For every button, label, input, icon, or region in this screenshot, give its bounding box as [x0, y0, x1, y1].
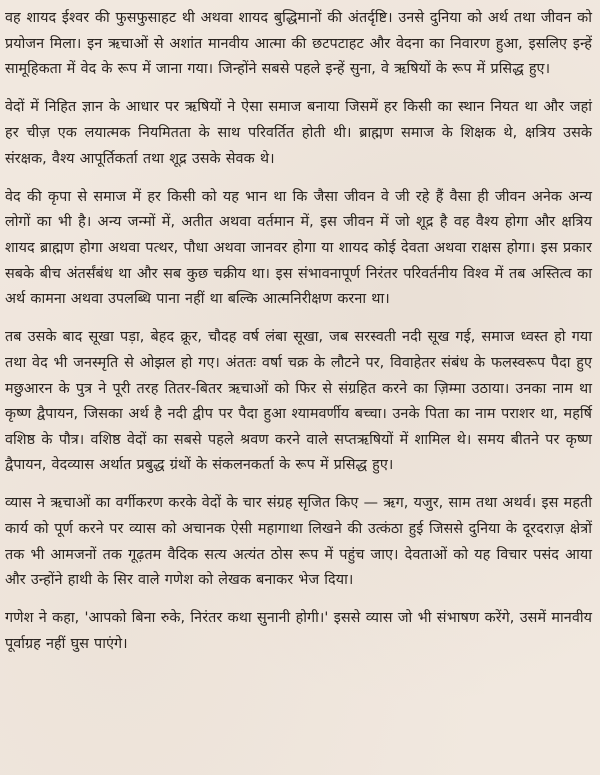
paragraph-4: तब उसके बाद सूखा पड़ा, बेहद क्रूर, चौदह वर्ष लंबा सूखा, जब सरस्वती नदी सूख गई, समाज ध्वस्त हो गया तथा वेद भी जनस्मृति से ओझल हो गए। अंततः वर्षा चक्र के लौटने पर, विवाहेतर संबंध के फलस्वरूप पैदा हुए मछुआरन के पुत्र ने पूरी तरह तितर-बितर ऋचाओं को फिर से संग्रहित करने का ज़िम्मा उठाया। उनका नाम था कृष्ण द्वैपायन, जिसका अर्थ है नदी द्वीप पर पैदा हुआ श्यामवर्णीय बच्चा। उनके पिता का नाम पराशर था, महर्षि वशिष्ठ के पौत्र। वशिष्ठ वेदों का सबसे पहले श्रवण करने वाले सप्तऋषियों में शामिल थे। समय बीतने पर कृष्ण द्वैपायन, वेदव्यास अर्थात प्रबुद्ध ग्रंथों के संकलनकर्ता के रूप में प्रसिद्ध हुए।: [5, 329, 592, 474]
paragraph-3: वेद की कृपा से समाज में हर किसी को यह भान था कि जैसा जीवन वे जी रहे हैं वैसा ही जीवन अनेक अन्य लोगों का भी है। अन्य जन्मों में, अतीत अथवा वर्तमान में, इस जीवन में जो शूद्र है वह वैश्य होगा और क्षत्रिय शायद ब्राह्मण होगा अथवा पत्थर, पौधा अथवा जानवर होगा या शायद कोई देवता अथवा राक्षस होगा। इस प्रकार सबके बीच अंतर्संबंध था और सब कुछ चक्रीय था। इस संभावनापूर्ण निरंतर परिवर्तनीय विश्व में तब अस्तित्व का अर्थ कामना अथवा उपलब्धि पाना नहीं था बल्कि आत्मनिरीक्षण करना था।: [5, 188, 592, 308]
paragraph-6: गणेश ने कहा, 'आपको बिना रुके, निरंतर कथा सुनानी होगी।' इससे व्यास जो भी संभाषण करेंगे, उसमें मानवीय पूर्वाग्रह नहीं घुस पाएंगे।: [5, 610, 592, 653]
paragraph-1: वह शायद ईश्वर की फुसफुसाहट थी अथवा शायद बुद्धिमानों की अंतर्दृष्टि। उनसे दुनिया को अर्थ तथा जीवन को प्रयोजन मिला। इन ऋचाओं से अशांत मानवीय आत्मा की छटपटाहट और वेदना का निवारण हुआ, इसलिए इन्हें सामूहिकता में वेद के रूप में जाना गया। जिन्होंने सबसे पहले इन्हें सुना, वे ऋषियों के रूप में प्रसिद्ध हुए।: [5, 10, 592, 78]
paragraph-5: व्यास ने ऋचाओं का वर्गीकरण करके वेदों के चार संग्रह सृजित किए — ऋग, यजुर, साम तथा अथर्व। इस महती कार्य को पूर्ण करने पर व्यास को अचानक ऐसी महागाथा लिखने की उत्कंठा हुई जिससे दुनिया के दूरदराज़ क्षेत्रों तक भी आमजनों तक गूढ़तम वैदिक सत्य अत्यंत ठोस रूप में पहुंच जाए। देवताओं को यह विचार पसंद आया और उन्होंने हाथी के सिर वाले गणेश को लेखक बनाकर भेज दिया।: [5, 495, 592, 589]
paragraph-2: वेदों में निहित ज्ञान के आधार पर ऋषियों ने ऐसा समाज बनाया जिसमें हर किसी का स्थान नियत था और जहां हर चीज़ एक लयात्मक नियमितता के साथ परिवर्तित होती थी। ब्राह्मण समाज के शिक्षक थे, क्षत्रिय उसके संरक्षक, वैश्य आपूर्तिकर्ता तथा शूद्र उसके सेवक थे।: [5, 99, 592, 167]
